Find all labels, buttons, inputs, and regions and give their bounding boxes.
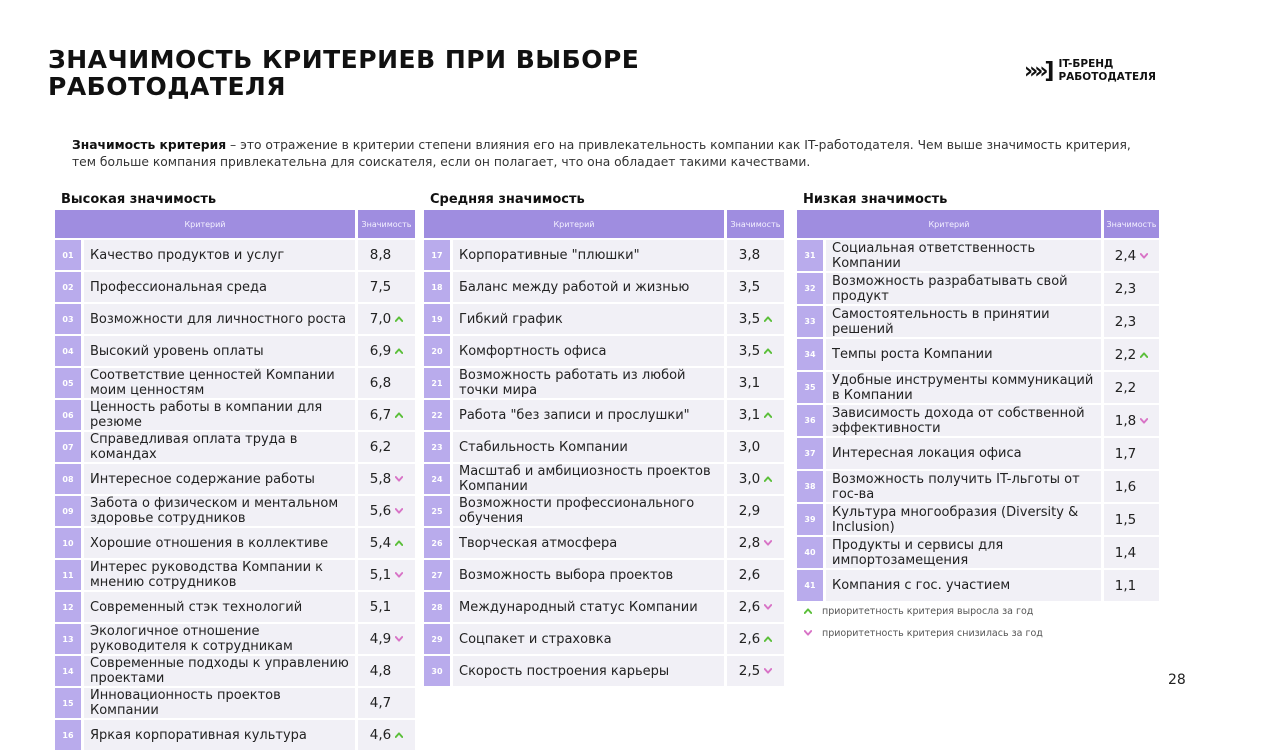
row-number: 29 <box>424 624 450 654</box>
row-number: 30 <box>424 656 450 686</box>
header-value: Значимость <box>727 210 784 238</box>
significance-value: 5,4 <box>369 535 392 551</box>
criterion-name: Гибкий график <box>453 304 724 334</box>
row-number: 34 <box>797 339 823 370</box>
row-number: 37 <box>797 438 823 469</box>
row-number: 07 <box>55 432 81 462</box>
legend-item-down <box>804 622 1043 644</box>
significance-value: 4,9 <box>369 631 392 647</box>
criterion-name: Компания с гос. участием <box>826 570 1101 601</box>
row-number: 32 <box>797 273 823 304</box>
significance-value: 5,1 <box>369 567 392 583</box>
row-number: 08 <box>55 464 81 494</box>
table-header <box>424 210 784 238</box>
criterion-name: Темпы роста Компании <box>826 339 1101 370</box>
significance-value: 2,2 <box>1114 379 1137 396</box>
table-row <box>797 438 1159 469</box>
significance-cell <box>358 528 415 558</box>
legend-item-up <box>804 600 1043 622</box>
page-number: 28 <box>1168 672 1186 688</box>
criterion-name: Высокий уровень оплаты <box>84 336 355 366</box>
significance-cell <box>727 368 784 398</box>
significance-value: 3,0 <box>738 439 761 455</box>
table-row <box>55 720 415 750</box>
criterion-name: Инновационность проектов Компании <box>84 688 355 718</box>
significance-cell <box>1104 537 1159 568</box>
row-number: 18 <box>424 272 450 302</box>
significance-cell <box>358 304 415 334</box>
significance-cell <box>727 592 784 622</box>
significance-cell <box>1104 372 1159 403</box>
criterion-name: Экологичное отношение руководителя к сотрудникам <box>84 624 355 654</box>
arrow-up-icon <box>395 315 403 323</box>
row-number: 26 <box>424 528 450 558</box>
column-title: Средняя значимость <box>430 192 585 207</box>
significance-cell <box>358 368 415 398</box>
arrow-up-icon <box>395 539 403 547</box>
criterion-name: Соцпакет и страховка <box>453 624 724 654</box>
table-row <box>55 528 415 558</box>
table-row <box>55 464 415 494</box>
table-row <box>424 336 784 366</box>
significance-value: 3,8 <box>738 247 761 263</box>
row-number: 05 <box>55 368 81 398</box>
criterion-name: Возможность разрабатывать свой продукт <box>826 273 1101 304</box>
table-row <box>797 339 1159 370</box>
criterion-name: Комфортность офиса <box>453 336 724 366</box>
criterion-name: Качество продуктов и услуг <box>84 240 355 270</box>
column-medium <box>424 192 784 686</box>
row-number: 35 <box>797 372 823 403</box>
criterion-name: Интересная локация офиса <box>826 438 1101 469</box>
table-row <box>424 592 784 622</box>
table-row <box>424 656 784 686</box>
column-high <box>55 192 415 750</box>
arrow-down-icon <box>804 629 812 637</box>
row-number: 04 <box>55 336 81 366</box>
criterion-name: Стабильность Компании <box>453 432 724 462</box>
significance-value: 4,8 <box>369 663 392 679</box>
significance-cell <box>358 240 415 270</box>
arrow-down-icon <box>395 571 403 579</box>
arrow-down-icon <box>764 603 772 611</box>
table-row <box>424 528 784 558</box>
table-row <box>797 240 1159 271</box>
table-row <box>797 537 1159 568</box>
significance-value: 3,5 <box>738 311 761 327</box>
significance-cell <box>358 624 415 654</box>
criterion-name: Современные подходы к управлению проектами <box>84 656 355 686</box>
table-row <box>55 304 415 334</box>
criterion-name: Современный стэк технологий <box>84 592 355 622</box>
table-row <box>424 432 784 462</box>
row-number: 21 <box>424 368 450 398</box>
significance-cell <box>1104 306 1159 337</box>
row-number: 01 <box>55 240 81 270</box>
header-criterion: Критерий <box>797 210 1101 238</box>
significance-value: 2,4 <box>1114 247 1137 264</box>
table-row <box>424 304 784 334</box>
significance-value: 7,0 <box>369 311 392 327</box>
row-number: 11 <box>55 560 81 590</box>
significance-value: 1,7 <box>1114 445 1137 462</box>
criterion-name: Забота о физическом и ментальном здоровье сотрудников <box>84 496 355 526</box>
table-row <box>797 306 1159 337</box>
row-number: 23 <box>424 432 450 462</box>
criterion-name: Социальная ответственность Компании <box>826 240 1101 271</box>
row-number: 40 <box>797 537 823 568</box>
table-row <box>55 688 415 718</box>
significance-value: 5,6 <box>369 503 392 519</box>
significance-value: 1,1 <box>1114 577 1137 594</box>
significance-value: 1,6 <box>1114 478 1137 495</box>
logo-line-1: IT-БРЕНД <box>1058 58 1114 70</box>
brand-logo <box>1024 58 1156 84</box>
arrow-down-icon <box>1140 417 1148 425</box>
significance-value: 1,5 <box>1114 511 1137 528</box>
significance-cell <box>727 528 784 558</box>
logo-line-2: РАБОТОДАТЕЛЯ <box>1058 71 1156 83</box>
arrow-down-icon <box>395 475 403 483</box>
table-row <box>55 656 415 686</box>
significance-value: 2,6 <box>738 567 761 583</box>
table-row <box>797 405 1159 436</box>
arrow-up-icon <box>395 411 403 419</box>
table-row <box>797 504 1159 535</box>
significance-cell <box>1104 405 1159 436</box>
significance-value: 4,6 <box>369 727 392 743</box>
criterion-name: Международный статус Компании <box>453 592 724 622</box>
criterion-name: Удобные инструменты коммуникаций в Компании <box>826 372 1101 403</box>
criterion-name: Масштаб и амбициозность проектов Компании <box>453 464 724 494</box>
row-number: 41 <box>797 570 823 601</box>
table-row <box>424 240 784 270</box>
criterion-name: Интерес руководства Компании к мнению сотрудников <box>84 560 355 590</box>
table-row <box>424 272 784 302</box>
significance-cell <box>358 336 415 366</box>
criterion-name: Интересное содержание работы <box>84 464 355 494</box>
significance-value: 1,4 <box>1114 544 1137 561</box>
row-number: 17 <box>424 240 450 270</box>
row-number: 33 <box>797 306 823 337</box>
table-row <box>797 273 1159 304</box>
significance-cell <box>358 688 415 718</box>
criterion-name: Хорошие отношения в коллективе <box>84 528 355 558</box>
criterion-name: Соответствие ценностей Компании моим ценностям <box>84 368 355 398</box>
table-row <box>55 336 415 366</box>
criterion-name: Профессиональная среда <box>84 272 355 302</box>
significance-cell <box>727 240 784 270</box>
row-number: 36 <box>797 405 823 436</box>
significance-cell <box>1104 504 1159 535</box>
criterion-name: Возможность получить IT-льготы от гос-ва <box>826 471 1101 502</box>
intro-paragraph <box>72 137 1132 171</box>
table-row <box>797 570 1159 601</box>
significance-value: 3,1 <box>738 375 761 391</box>
table-row <box>424 560 784 590</box>
significance-value: 1,8 <box>1114 412 1137 429</box>
significance-value: 2,8 <box>738 535 761 551</box>
table-row <box>424 464 784 494</box>
table-row <box>55 624 415 654</box>
significance-cell <box>727 272 784 302</box>
row-number: 19 <box>424 304 450 334</box>
row-number: 15 <box>55 688 81 718</box>
significance-cell <box>727 432 784 462</box>
significance-cell <box>1104 438 1159 469</box>
criterion-name: Возможности для личностного роста <box>84 304 355 334</box>
significance-cell <box>727 560 784 590</box>
legend <box>804 600 1043 644</box>
significance-value: 8,8 <box>369 247 392 263</box>
column-title: Высокая значимость <box>61 192 217 207</box>
significance-value: 3,5 <box>738 343 761 359</box>
row-number: 25 <box>424 496 450 526</box>
row-number: 13 <box>55 624 81 654</box>
significance-cell <box>358 720 415 750</box>
table-header <box>797 210 1159 238</box>
arrow-down-icon <box>395 507 403 515</box>
criterion-name: Возможность выбора проектов <box>453 560 724 590</box>
legend-down-label: приоритетность критерия снизилась за год <box>822 627 1043 639</box>
significance-cell <box>358 432 415 462</box>
criterion-name: Работа "без записи и прослушки" <box>453 400 724 430</box>
significance-cell <box>358 496 415 526</box>
table-row <box>424 400 784 430</box>
logo-mark: »»] <box>1024 58 1051 84</box>
significance-value: 6,9 <box>369 343 392 359</box>
criterion-name: Творческая атмосфера <box>453 528 724 558</box>
table-row <box>55 272 415 302</box>
criterion-name: Самостоятельность в принятии решений <box>826 306 1101 337</box>
significance-cell <box>358 272 415 302</box>
row-number: 24 <box>424 464 450 494</box>
row-number: 16 <box>55 720 81 750</box>
significance-value: 3,1 <box>738 407 761 423</box>
arrow-up-icon <box>395 347 403 355</box>
criterion-name: Справедливая оплата труда в командах <box>84 432 355 462</box>
significance-cell <box>727 656 784 686</box>
significance-value: 2,5 <box>738 663 761 679</box>
arrow-up-icon <box>764 635 772 643</box>
significance-value: 6,8 <box>369 375 392 391</box>
table-header <box>55 210 415 238</box>
arrow-up-icon <box>764 347 772 355</box>
significance-value: 5,8 <box>369 471 392 487</box>
arrow-down-icon <box>1140 252 1148 260</box>
significance-cell <box>358 560 415 590</box>
row-number: 12 <box>55 592 81 622</box>
criterion-name: Зависимость дохода от собственной эффективности <box>826 405 1101 436</box>
table-row <box>55 560 415 590</box>
header-value: Значимость <box>358 210 415 238</box>
significance-cell <box>727 304 784 334</box>
row-number: 27 <box>424 560 450 590</box>
arrow-down-icon <box>764 539 772 547</box>
criterion-name: Ценность работы в компании для резюме <box>84 400 355 430</box>
significance-value: 7,5 <box>369 279 392 295</box>
significance-cell <box>1104 240 1159 271</box>
significance-value: 4,7 <box>369 695 392 711</box>
row-number: 09 <box>55 496 81 526</box>
criterion-name: Скорость построения карьеры <box>453 656 724 686</box>
table-row <box>797 372 1159 403</box>
column-title: Низкая значимость <box>803 192 948 207</box>
table-row <box>797 471 1159 502</box>
significance-value: 2,3 <box>1114 280 1137 297</box>
criterion-name: Корпоративные "плюшки" <box>453 240 724 270</box>
significance-cell <box>358 464 415 494</box>
header-value: Значимость <box>1104 210 1159 238</box>
significance-cell <box>358 400 415 430</box>
legend-up-label: приоритетность критерия выросла за год <box>822 605 1034 617</box>
significance-value: 2,3 <box>1114 313 1137 330</box>
row-number: 28 <box>424 592 450 622</box>
significance-value: 2,6 <box>738 599 761 615</box>
intro-text: – это отражение в критерии степени влияния его на привлекательность компании как IT-работодателя. Чем выше значимость критерия, тем больше компания привлекательна для соискателя, если он полагает, что она обладает такими качествами. <box>72 138 1131 169</box>
significance-cell <box>1104 471 1159 502</box>
arrow-up-icon <box>764 315 772 323</box>
significance-value: 6,7 <box>369 407 392 423</box>
intro-term: Значимость критерия <box>72 138 227 152</box>
criterion-name: Культура многообразия (Diversity & Inclusion) <box>826 504 1101 535</box>
criterion-name: Возможности профессионального обучения <box>453 496 724 526</box>
significance-cell <box>727 400 784 430</box>
row-number: 22 <box>424 400 450 430</box>
table-row <box>55 368 415 398</box>
table-row <box>55 400 415 430</box>
significance-value: 6,2 <box>369 439 392 455</box>
row-number: 14 <box>55 656 81 686</box>
arrow-up-icon <box>395 731 403 739</box>
significance-value: 2,9 <box>738 503 761 519</box>
column-low <box>797 192 1159 601</box>
page-title: ЗНАЧИМОСТЬ КРИТЕРИЕВ ПРИ ВЫБОРЕ РАБОТОДАТЕЛЯ <box>48 45 640 101</box>
row-number: 39 <box>797 504 823 535</box>
criterion-name: Яркая корпоративная культура <box>84 720 355 750</box>
row-number: 10 <box>55 528 81 558</box>
row-number: 06 <box>55 400 81 430</box>
arrow-down-icon <box>395 635 403 643</box>
row-number: 02 <box>55 272 81 302</box>
table-row <box>55 240 415 270</box>
significance-value: 3,0 <box>738 471 761 487</box>
significance-value: 2,6 <box>738 631 761 647</box>
criterion-name: Баланс между работой и жизнью <box>453 272 724 302</box>
table-row <box>424 624 784 654</box>
significance-cell <box>358 592 415 622</box>
table-row <box>424 496 784 526</box>
arrow-up-icon <box>764 411 772 419</box>
header-criterion: Критерий <box>55 210 355 238</box>
significance-value: 5,1 <box>369 599 392 615</box>
row-number: 03 <box>55 304 81 334</box>
row-number: 31 <box>797 240 823 271</box>
significance-cell <box>358 656 415 686</box>
criterion-name: Возможность работать из любой точки мира <box>453 368 724 398</box>
header-criterion: Критерий <box>424 210 724 238</box>
significance-cell <box>1104 570 1159 601</box>
significance-cell <box>1104 273 1159 304</box>
row-number: 20 <box>424 336 450 366</box>
arrow-up-icon <box>804 607 812 615</box>
table-row <box>55 496 415 526</box>
significance-cell <box>727 464 784 494</box>
table-row <box>55 432 415 462</box>
row-number: 38 <box>797 471 823 502</box>
significance-value: 2,2 <box>1114 346 1137 363</box>
arrow-down-icon <box>764 667 772 675</box>
significance-cell <box>727 624 784 654</box>
significance-cell <box>727 496 784 526</box>
criterion-name: Продукты и сервисы для импортозамещения <box>826 537 1101 568</box>
table-row <box>424 368 784 398</box>
significance-cell <box>727 336 784 366</box>
significance-value: 3,5 <box>738 279 761 295</box>
significance-cell <box>1104 339 1159 370</box>
table-row <box>55 592 415 622</box>
arrow-up-icon <box>1140 351 1148 359</box>
arrow-up-icon <box>764 475 772 483</box>
